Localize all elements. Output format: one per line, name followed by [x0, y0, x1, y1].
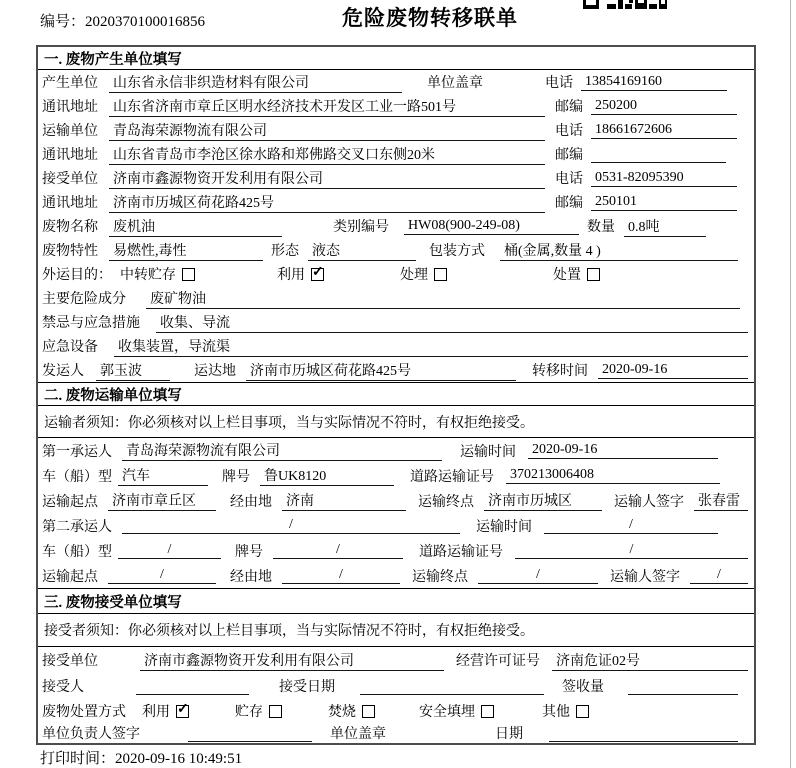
row-carrier1-vehicle: [38, 463, 754, 488]
carrier1-vehicle-value: 汽车: [118, 465, 208, 486]
producer-phone-value: 13854169160: [581, 74, 727, 91]
row-transporter-address: [38, 142, 754, 166]
accept-date-label: 接受日期: [279, 680, 335, 695]
row-carrier2-vehicle: [38, 538, 754, 563]
row-shipper: [38, 358, 754, 382]
carrier2-sign-value: /: [690, 567, 748, 584]
option-label: 焚烧: [328, 705, 356, 720]
vehicle-label: 车（船）型: [42, 544, 112, 560]
characteristics-label: 废物特性: [42, 244, 98, 259]
qr-code-fragment: [583, 0, 667, 9]
via-label: 经由地: [230, 494, 272, 510]
page-edge-line: [790, 0, 791, 768]
accept-date-value: [360, 678, 544, 695]
via-label: 经由地: [230, 569, 272, 585]
producer-label: 产生单位: [42, 76, 98, 91]
row-disposal-method: [38, 699, 754, 723]
end-label: 运输终点: [412, 569, 468, 585]
equipment-label: 应急设备: [42, 340, 98, 355]
section1-heading: 一. 废物产生单位填写: [38, 47, 754, 70]
row-receiver: [38, 166, 754, 190]
carrier2-value: /: [122, 517, 460, 534]
receiver-label: 接受单位: [42, 172, 98, 187]
carrier1-origin-value: 济南市章丘区: [108, 490, 216, 511]
phone-label: 电话: [555, 172, 583, 187]
checkbox: [176, 705, 189, 718]
print-time-label: 打印时间：: [40, 751, 116, 767]
hazard-value: 废矿物油: [146, 288, 740, 309]
carrier1-sign-value: 张春雷: [694, 490, 748, 511]
equipment-value: 收集装置，导流渠: [114, 336, 748, 357]
receiver-address-value: 济南市历城区荷花路425号: [109, 192, 545, 213]
carrier2-origin-value: /: [108, 567, 216, 584]
permit-label: 经营许可证号: [456, 654, 540, 669]
row-emergency-measures: [38, 310, 754, 334]
checkbox: [434, 268, 447, 281]
option-landfill: [419, 701, 494, 721]
carrier2-time-value: /: [544, 517, 718, 534]
unit-seal-label: 单位盖章: [330, 727, 386, 742]
option-label: 中转贮存: [120, 268, 176, 283]
origin-label: 运输起点: [42, 569, 98, 585]
row-carrier2: [38, 513, 754, 538]
row-producer-address: [38, 94, 754, 118]
carrier1-license-value: 370213006408: [506, 467, 720, 484]
form-value: 液态: [308, 240, 416, 261]
checkbox: [587, 268, 600, 281]
phone-label: 电话: [555, 124, 583, 139]
carrier1-plate-value: 鲁UK8120: [260, 465, 394, 486]
permit-value: 济南危证02号: [552, 650, 748, 671]
option-label: 利用: [277, 268, 305, 283]
plate-label: 牌号: [235, 544, 263, 560]
row-carrier1-route: [38, 488, 754, 513]
row-producer: [38, 70, 754, 94]
sign-label: 运输人签字: [614, 494, 684, 510]
row-accept-unit: [38, 647, 754, 673]
receiver-value: 济南市鑫源物资开发利用有限公司: [109, 168, 545, 189]
option-label: 其他: [542, 705, 570, 720]
transporter-phone-value: 18661672606: [591, 122, 737, 139]
producer-zip-value: 250200: [591, 98, 737, 115]
address-label: 通讯地址: [42, 196, 98, 211]
shipper-label: 发运人: [42, 364, 84, 379]
row-hazard-components: [38, 286, 754, 310]
shipper-value: 郭玉波: [96, 360, 170, 381]
carrier2-via-value: /: [282, 567, 400, 584]
transport-time-label: 运输时间: [476, 519, 532, 535]
sign-label: 运输人签字: [610, 569, 680, 585]
category-label: 类别编号: [333, 220, 389, 235]
destination-label: 运达地: [194, 364, 236, 379]
checkbox: [481, 705, 494, 718]
plate-label: 牌号: [222, 469, 250, 485]
option-utilize: [142, 701, 189, 721]
received-qty-value: [628, 678, 738, 695]
option-utilize: [277, 264, 324, 284]
print-time-value: 2020-09-16 10:49:51: [115, 751, 243, 767]
serial-value: 2020370100016856: [85, 14, 206, 30]
received-qty-label: 签收量: [562, 680, 604, 695]
receiver-phone-value: 0531-82095390: [591, 170, 737, 187]
date-value: [549, 725, 738, 742]
section3-heading: 三. 废物接受单位填写: [38, 588, 754, 614]
destination-value: 济南市历城区荷花路425号: [246, 360, 516, 381]
serial-label: 编号：: [40, 14, 86, 30]
phone-label: 电话: [545, 76, 573, 91]
checkbox: [362, 705, 375, 718]
acceptor-value: [136, 678, 249, 695]
carrier2-license-value: /: [515, 542, 748, 559]
category-value: HW08(900-249-08): [404, 218, 579, 235]
transfer-time-value: 2020-09-16: [598, 362, 748, 379]
print-time-line: [40, 747, 242, 768]
license-label: 道路运输证号: [419, 544, 503, 560]
producer-value: 山东省永信非织造材料有限公司: [109, 72, 402, 93]
emergency-value: 收集、导流: [156, 312, 748, 333]
option-other: [542, 701, 589, 721]
option-label: 处置: [553, 268, 581, 283]
carrier1-end-value: 济南市历城区: [484, 490, 602, 511]
serial-number-line: [40, 10, 205, 31]
option-label: 处理: [400, 268, 428, 283]
checkbox: [311, 268, 324, 281]
row-transporter: [38, 118, 754, 142]
waste-name-label: 废物名称: [42, 220, 98, 235]
responsible-sign-value: [188, 725, 312, 742]
zip-label: 邮编: [555, 148, 583, 163]
transporter-notice: 运输者须知：你必须核对以上栏目事项，当与实际情况不符时，有权拒绝接受。: [38, 406, 754, 438]
transporter-value: 青岛海荣源物流有限公司: [109, 120, 545, 141]
transporter-address-value: 山东省青岛市李沧区徐水路和郑佛路交叉口东侧20米: [109, 144, 545, 165]
characteristics-value: 易燃性,毒性: [109, 240, 263, 261]
hazard-label: 主要危险成分: [42, 292, 126, 307]
license-label: 道路运输证号: [410, 469, 494, 485]
origin-label: 运输起点: [42, 494, 98, 510]
quantity-value: 0.8吨: [624, 216, 706, 237]
carrier2-vehicle-value: /: [118, 542, 221, 559]
option-transfer-storage: [120, 264, 195, 284]
zip-label: 邮编: [555, 100, 583, 115]
form-label: 形态: [271, 244, 299, 259]
row-transfer-purpose: [38, 262, 754, 286]
carrier2-plate-value: /: [273, 542, 403, 559]
packaging-value: 桶(金属,数量 4 ): [500, 240, 738, 261]
checkbox: [576, 705, 589, 718]
row-emergency-equipment: [38, 334, 754, 358]
responsible-sign-label: 单位负责人签字: [42, 727, 140, 742]
row-waste-name: [38, 214, 754, 238]
receiver-zip-value: 250101: [591, 194, 737, 211]
vehicle-label: 车（船）型: [42, 469, 112, 485]
transporter-zip-value: [591, 146, 726, 163]
disposal-label: 废物处置方式: [42, 705, 126, 720]
option-store: [235, 701, 282, 721]
row-acceptor: [38, 673, 754, 699]
option-label: 贮存: [235, 705, 263, 720]
row-responsible-sign: [38, 723, 754, 743]
carrier1-via-value: 济南: [282, 490, 406, 511]
end-label: 运输终点: [418, 494, 474, 510]
manifest-form: [36, 45, 756, 745]
option-dispose: [553, 264, 600, 284]
seal-label: 单位盖章: [427, 76, 483, 91]
option-treat: [400, 264, 447, 284]
option-label: 利用: [142, 705, 170, 720]
quantity-label: 数量: [587, 220, 615, 235]
address-label: 通讯地址: [42, 100, 98, 115]
waste-name-value: 废机油: [109, 216, 282, 237]
row-waste-characteristics: [38, 238, 754, 262]
transfer-time-label: 转移时间: [532, 364, 588, 379]
page-title: 危险废物转移联单: [342, 6, 518, 30]
date-label: 日期: [495, 727, 523, 742]
accept-unit-label: 接受单位: [42, 654, 98, 669]
checkbox: [182, 268, 195, 281]
zip-label: 邮编: [555, 196, 583, 211]
acceptor-label: 接受人: [42, 680, 84, 695]
section2-heading: 二. 废物运输单位填写: [38, 382, 754, 406]
option-label: 安全填埋: [419, 705, 475, 720]
packaging-label: 包装方式: [429, 244, 485, 259]
purpose-label: 外运目的：: [42, 268, 112, 283]
option-incinerate: [328, 701, 375, 721]
carrier1-time-value: 2020-09-16: [528, 442, 718, 459]
row-carrier1: [38, 438, 754, 463]
carrier1-label: 第一承运人: [42, 444, 112, 460]
carrier2-label: 第二承运人: [42, 519, 112, 535]
producer-address-value: 山东省济南市章丘区明水经济技术开发区工业一路501号: [109, 96, 545, 117]
accept-unit-value: 济南市鑫源物资开发利用有限公司: [140, 650, 444, 671]
row-receiver-address: [38, 190, 754, 214]
receiver-notice: 接受者须知：你必须核对以上栏目事项，当与实际情况不符时，有权拒绝接受。: [38, 614, 754, 647]
address-label: 通讯地址: [42, 148, 98, 163]
transport-time-label: 运输时间: [460, 444, 516, 460]
carrier2-end-value: /: [478, 567, 598, 584]
carrier1-value: 青岛海荣源物流有限公司: [122, 440, 442, 461]
transporter-label: 运输单位: [42, 124, 98, 139]
row-carrier2-route: [38, 563, 754, 588]
emergency-label: 禁忌与应急措施: [42, 316, 140, 331]
checkbox: [269, 705, 282, 718]
